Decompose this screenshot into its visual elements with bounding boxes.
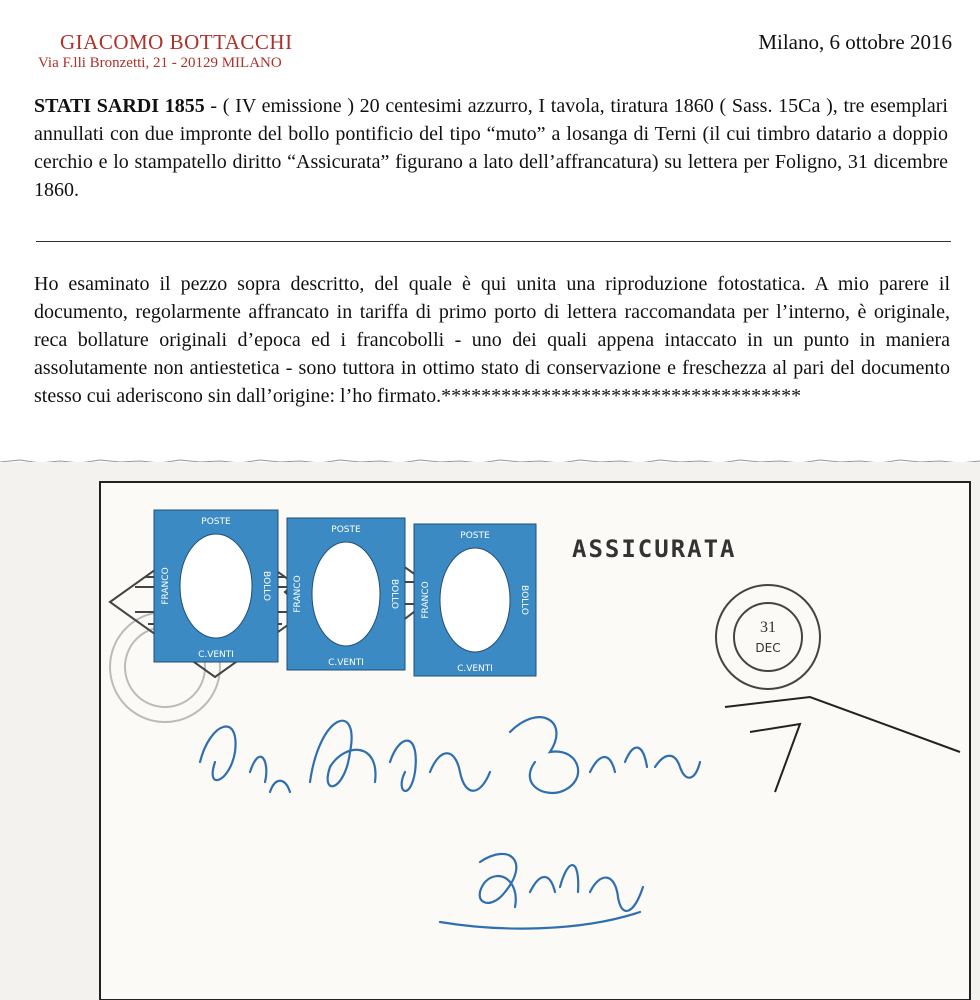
stamp-1-right: BOLLO: [261, 571, 271, 601]
separator-line: [36, 241, 951, 242]
stamp-2-top: POSTE: [331, 525, 361, 535]
assicurata-mark: ASSICURATA: [572, 535, 737, 563]
signature-stars: ************************************: [441, 385, 802, 407]
stamp-2-bottom: C.VENTI: [328, 658, 364, 668]
stamp-1-top: POSTE: [201, 517, 231, 527]
stamp-3-top: POSTE: [460, 531, 490, 541]
certificate-date: Milano, 6 ottobre 2016: [758, 30, 952, 54]
cover-photo: [0, 462, 980, 1000]
item-description: [34, 92, 948, 204]
stamp-2-left: FRANCO: [293, 575, 303, 613]
expert-opinion-text: Ho esaminato il pezzo sopra descritto, del quale è qui unita una riproduzione fotostatica. A mio parere il documento, regolarmente affrancato in tariffa di primo porto di lettera raccomandata per l’interno, è originale, reca bollature originali d’epoca ed i francobolli - uno dei quali appena intaccato in un punto in maniera assolutamente non antiestetica - sono tuttora in ottimo stato di conservazione e freschezza al pari del documento stesso cui aderiscono sin dall’origine: l’ho firmato.: [34, 273, 950, 407]
letterhead-address: Via F.lli Bronzetti, 21 - 20129 MILANO: [38, 55, 282, 71]
stamp-3-right: BOLLO: [519, 585, 529, 615]
stamp-1-bottom: C.VENTI: [198, 650, 234, 660]
stamp-2-right: BOLLO: [389, 579, 399, 609]
stamp-3: [414, 524, 536, 676]
stamp-3-bottom: C.VENTI: [457, 664, 493, 674]
cover-illustration: [0, 462, 980, 1000]
stamp-1: [154, 510, 278, 662]
datestamp-day: 31: [760, 619, 776, 636]
item-description-text: - ( IV emissione ) 20 centesimi azzurro, I tavola, tiratura 1860 ( Sass. 15Ca ), tre esemplari annullati con due impronte del bollo pontificio del tipo “muto” a losanga di Terni (il cui timbro datario a doppio cerchio e lo stampatello diritto “Assicurata” figurano a lato dell’affrancatura) su lettera per Foligno, 31 dicembre 1860.: [34, 95, 948, 201]
letterhead-name: GIACOMO BOTTACCHI: [60, 30, 293, 54]
stamp-1-left: FRANCO: [161, 567, 171, 605]
stamp-2: [287, 518, 405, 670]
datestamp-month: DEC: [755, 641, 781, 655]
item-title: STATI SARDI 1855: [34, 95, 205, 117]
expert-opinion: [34, 270, 950, 410]
stamp-3-left: FRANCO: [421, 581, 431, 619]
